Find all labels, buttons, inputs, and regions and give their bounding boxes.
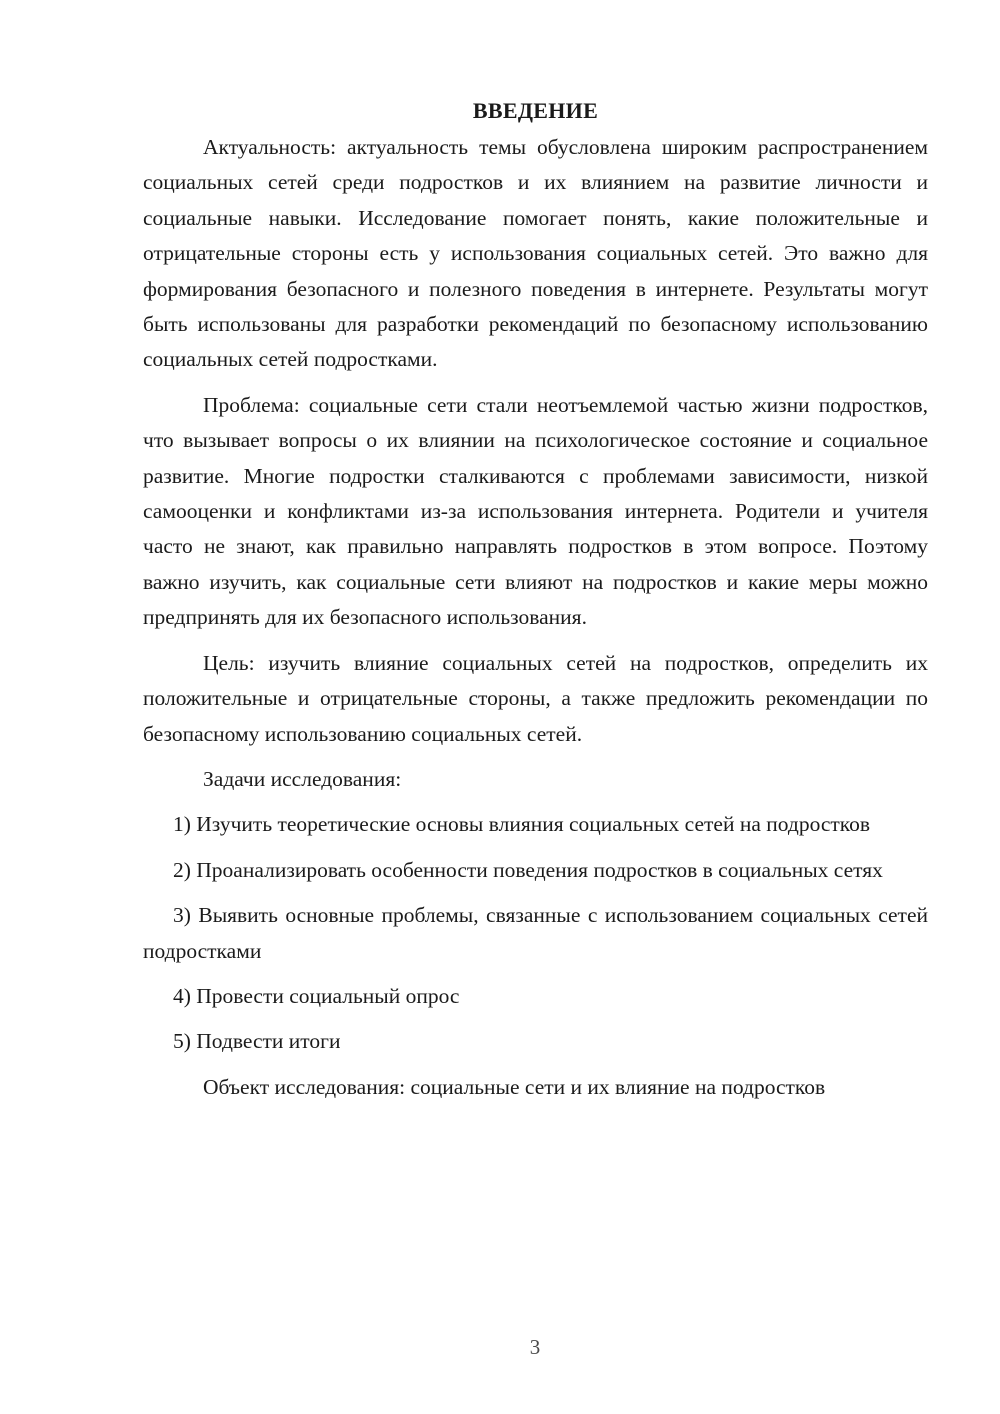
task-item: 3) Выявить основные проблемы, связанные с использованием социальных сетей подростками [143,903,928,963]
problem-paragraph: Проблема: социальные сети стали неотъемлемой частью жизни подростков, что вызывает вопросы о их влиянии на психологическое состояние и социальное развитие. Многие подростки сталкиваются с проблемами зависимости, низкой самооценки и конфликтами из-за использования интернета. Родители и учителя часто не знают, как правильно направлять подростков в этом вопросе. Поэтому важно изучить, как социальные сети влияют на подростков и какие меры можно предпринять для их безопасного использования. [143,392,928,630]
object-paragraph: Объект исследования: социальные сети и их влияние на подростков [203,1074,826,1099]
task-item: 2) Проанализировать особенности поведения подростков в социальных сетях [173,857,883,882]
goal-paragraph: Цель: изучить влияние социальных сетей на подростков, определить их положительные и отрицательные стороны, а также предложить рекомендации по безопасному использованию социальных сетей. [143,650,928,746]
document-page [143,96,928,1115]
task-item: 5) Подвести итоги [173,1029,341,1054]
tasks-title: Задачи исследования: [203,766,402,791]
task-item: 1) Изучить теоретические основы влияния социальных сетей на подростков [173,812,871,837]
relevance-paragraph: Актуальность: актуальность темы обусловлена широким распространением социальных сетей среди подростков и их влиянием на развитие личности и социальные навыки. Исследование помогает понять, какие положительные и отрицательные стороны есть у использования социальных сетей. Это важно для формирования безопасного и полезного поведения в интернете. Результаты могут быть использованы для разработки рекомендаций по безопасному использованию социальных сетей подростками. [143,135,928,372]
page-number: 3 [529,1335,541,1359]
task-item: 4) Провести социальный опрос [173,983,460,1008]
section-heading: ВВЕДЕНИЕ [472,98,599,123]
